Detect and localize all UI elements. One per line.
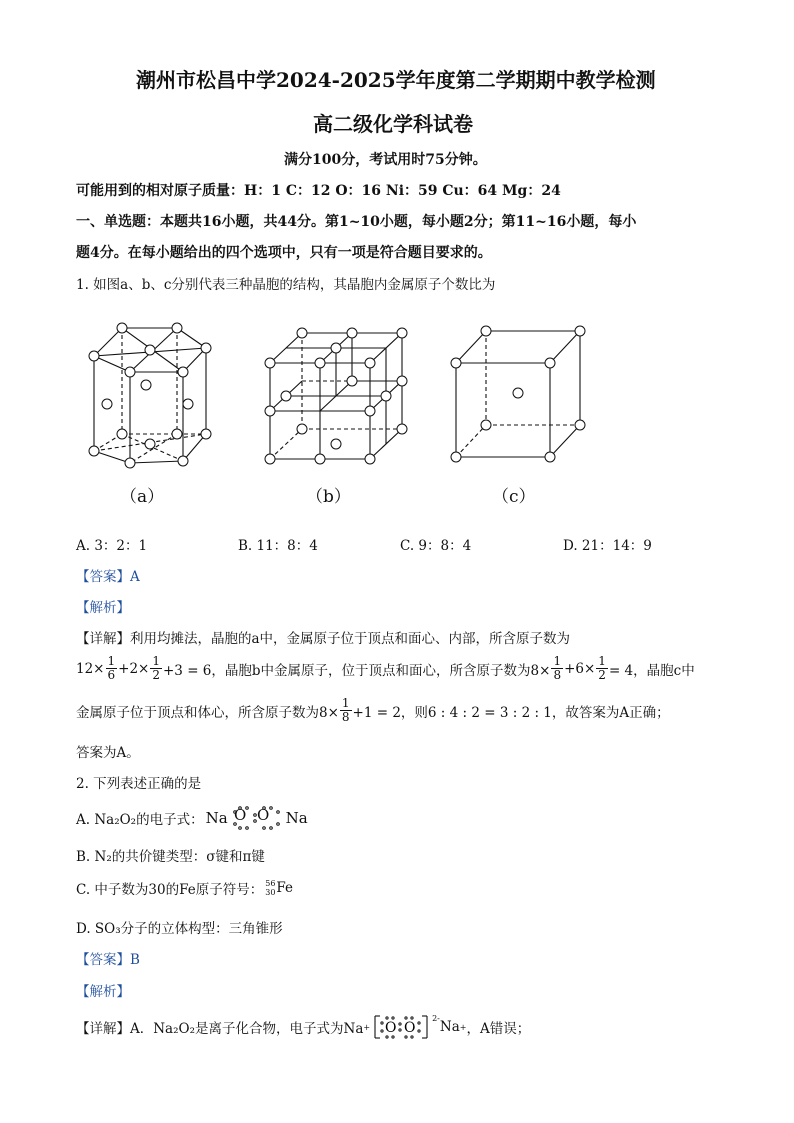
q1-analysis-label: 【解析】 [76, 600, 130, 616]
text: +6× [564, 660, 596, 677]
q2-option-a [76, 806, 308, 830]
charge-2minus: 2- [432, 1014, 440, 1023]
q1-detail-line2 [76, 655, 695, 682]
q1-conclusion: 答案为A。 [76, 745, 140, 761]
crystal-cell-c [450, 323, 590, 463]
text: = 4，晶胞c中 [608, 662, 695, 679]
q2-option-b: B. N₂的共价键类型：σ键和π键 [76, 849, 265, 865]
q1-answer: 【答案】A [76, 569, 140, 585]
figure-label-c: （c） [492, 487, 536, 507]
q2-option-a-oxygen-1: O [234, 806, 247, 824]
peroxide-ion-bracket [371, 1014, 431, 1040]
text: +3 = 6，晶胞b中金属原子，位于顶点和面心，所含原子数为8× [163, 662, 551, 679]
charge-plus: + [459, 1022, 467, 1032]
exam-subtitle: 满分100分，考试用时75分钟。 [284, 152, 487, 168]
q2-option-a-oxygen-2: O [257, 806, 270, 824]
atomic-masses: 可能用到的相对原子质量：H：1 C：12 O：16 Ni：59 Cu：64 Mg：24 [76, 183, 561, 199]
q1-option-b: B. 11：8：4 [238, 538, 318, 554]
fraction-1-6: $\frac{1}{6}$ [107, 654, 116, 682]
charge-plus: + [363, 1022, 371, 1032]
q1-option-c: C. 9：8：4 [400, 538, 472, 554]
q1-detail-line3 [76, 697, 670, 724]
text: 【详解】A．Na₂O₂是离子化合物，电子式为Na [76, 1021, 364, 1037]
text: C. 中子数为30的Fe原子符号： [76, 882, 264, 898]
q2-option-d: D. SO₃分子的立体构型：三角锥形 [76, 921, 283, 937]
figure-label-a: （a） [120, 487, 165, 507]
question-2-stem: 2. 下列表述正确的是 [76, 776, 202, 792]
text: A. Na₂O₂的电子式： [76, 812, 204, 828]
oxygen-symbol: O [404, 1020, 416, 1036]
q2-answer: 【答案】B [76, 952, 140, 968]
q1-option-d: D. 21：14：9 [563, 538, 652, 554]
oxygen-symbol: O [385, 1020, 397, 1036]
figure-label-b: （b） [306, 487, 351, 507]
text: Na [285, 809, 308, 827]
text: 12× [76, 660, 105, 677]
fraction-1-2: $\frac{1}{2}$ [598, 654, 606, 682]
fraction-1-8: $\frac{1}{8}$ [341, 696, 350, 724]
text: Na [439, 1019, 460, 1035]
section-heading-line1: 一、单选题：本题共16小题，共44分。第1~10小题，每小题2分；第11~16小题，每小 [76, 214, 637, 230]
text: 金属原子位于顶点和体心，所含原子数为8× [76, 704, 339, 721]
fraction-1-2: $\frac{1}{2}$ [152, 654, 160, 682]
text: ，A错误； [466, 1021, 531, 1037]
exam-title-line1: 潮州市松昌中学2024-2025学年度第二学期期中教学检测 [136, 68, 656, 92]
section-heading-line2: 题4分。在每小题给出的四个选项中，只有一项是符合题目要求的。 [76, 245, 492, 261]
text: +1 = 2，则6 : 4 : 2 = 3 : 2 : 1，故答案为A正确； [352, 704, 670, 721]
exam-title-line2: 高二级化学科试卷 [313, 112, 473, 136]
crystal-cell-a [82, 318, 222, 473]
q1-option-a: A. 3：2：1 [76, 538, 148, 554]
q2-analysis-label: 【解析】 [76, 984, 130, 1000]
q2-option-c [76, 878, 293, 898]
q2-detail-line1 [76, 1014, 530, 1040]
q1-detail-line1: 【详解】利用均摊法，晶胞的a中，金属原子位于顶点和面心、内部，所含原子数为 [76, 631, 571, 647]
text: Na [205, 809, 228, 827]
nuclide-numbers: 56 30 [265, 879, 276, 897]
text: Fe [276, 880, 294, 896]
question-1-stem: 1. 如图a、b、c分别代表三种晶胞的结构，其晶胞内金属原子个数比为 [76, 277, 496, 293]
text: +2× [118, 660, 150, 677]
fraction-1-8: $\frac{1}{8}$ [553, 654, 562, 682]
crystal-cell-b [262, 323, 412, 468]
